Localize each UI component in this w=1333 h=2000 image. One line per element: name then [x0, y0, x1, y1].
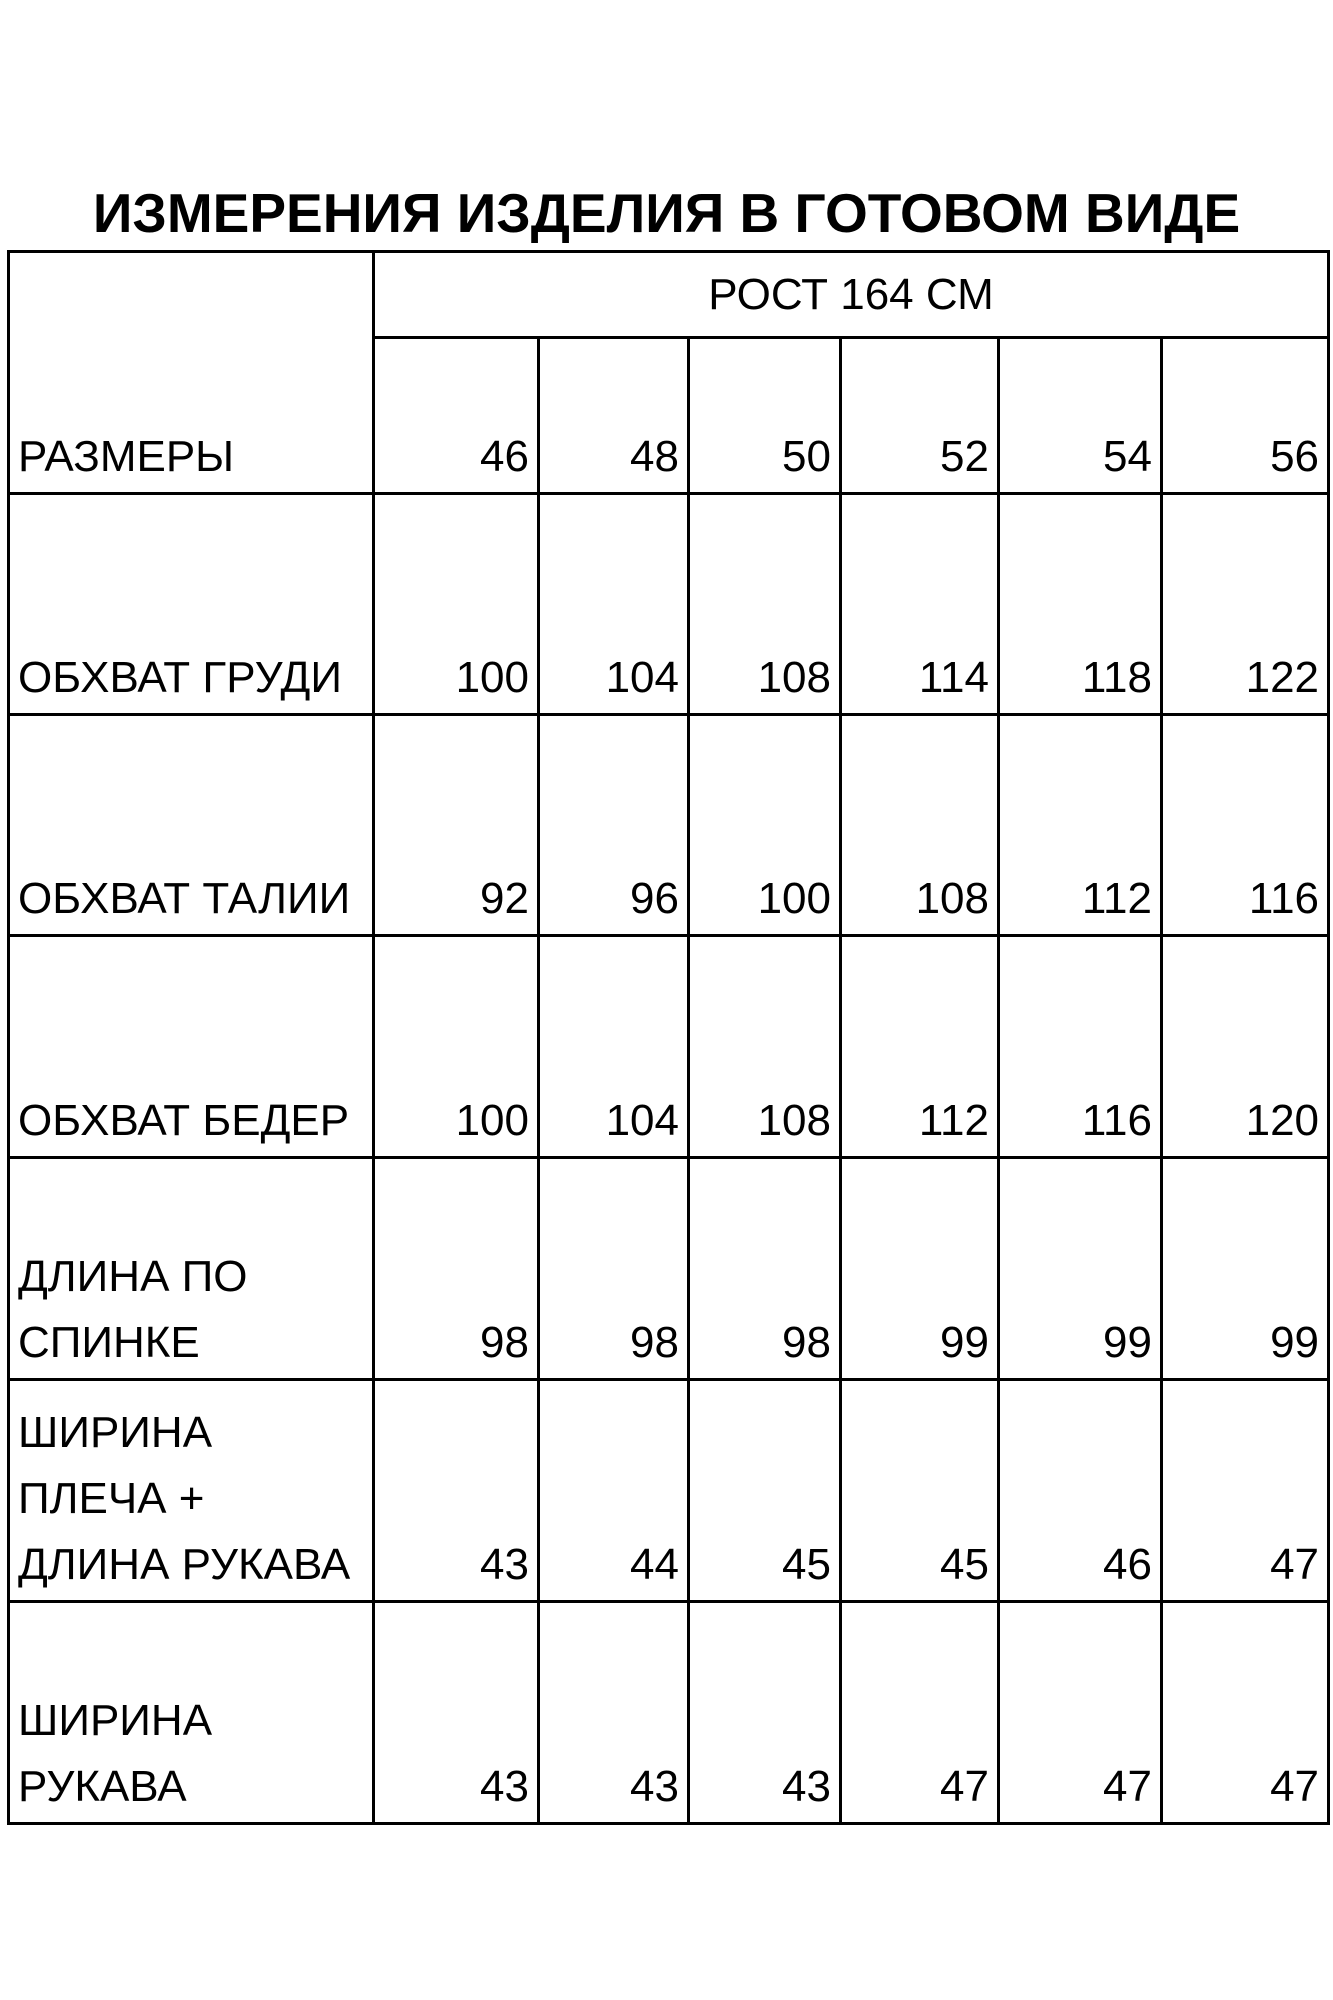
- value-cell: 120: [1162, 936, 1329, 1158]
- row-label: [9, 1602, 374, 1824]
- value-cell: 104: [539, 494, 689, 715]
- row-label-line: РУКАВА: [18, 1762, 187, 1811]
- size-cell: 56: [1162, 338, 1329, 494]
- page-title: ИЗМЕРЕНИЯ ИЗДЕЛИЯ В ГОТОВОМ ВИДЕ: [92, 182, 1241, 244]
- row-label-line: ПЛЕЧА +: [18, 1474, 205, 1523]
- row-label-line: ОБХВАТ ГРУДИ: [18, 653, 342, 702]
- size-cell: 52: [841, 338, 999, 494]
- value-cell: 108: [689, 936, 841, 1158]
- row-label-line: ОБХВАТ БЕДЕР: [18, 1096, 350, 1145]
- value-cell: 44: [539, 1380, 689, 1602]
- value-cell: 47: [841, 1602, 999, 1824]
- row-label-line: ДЛИНА РУКАВА: [18, 1540, 351, 1589]
- value-cell: 98: [689, 1158, 841, 1380]
- value-cell: 98: [539, 1158, 689, 1380]
- row-label-line: ШИРИНА: [18, 1696, 213, 1745]
- size-cell: 48: [539, 338, 689, 494]
- row-label: [9, 1380, 374, 1602]
- sizes-label: РАЗМЕРЫ: [18, 432, 235, 481]
- value-cell: 118: [999, 494, 1162, 715]
- table-row: [9, 715, 1329, 936]
- value-cell: 43: [689, 1602, 841, 1824]
- value-cell: 47: [999, 1602, 1162, 1824]
- size-cell: 46: [374, 338, 539, 494]
- size-cell: 54: [999, 338, 1162, 494]
- row-label: [9, 1158, 374, 1380]
- value-cell: 100: [374, 936, 539, 1158]
- value-cell: 100: [374, 494, 539, 715]
- table-row: [9, 494, 1329, 715]
- value-cell: 96: [539, 715, 689, 936]
- row-label: [9, 936, 374, 1158]
- value-cell: 112: [841, 936, 999, 1158]
- table-row: [9, 1158, 1329, 1380]
- value-cell: 43: [374, 1602, 539, 1824]
- value-cell: 47: [1162, 1380, 1329, 1602]
- value-cell: 108: [841, 715, 999, 936]
- height-header-row: [9, 252, 1329, 338]
- size-table: [7, 250, 1330, 1825]
- value-cell: 45: [841, 1380, 999, 1602]
- row-label-line: ШИРИНА: [18, 1408, 213, 1457]
- value-cell: 116: [1162, 715, 1329, 936]
- value-cell: 112: [999, 715, 1162, 936]
- value-cell: 99: [1162, 1158, 1329, 1380]
- value-cell: 46: [999, 1380, 1162, 1602]
- value-cell: 99: [999, 1158, 1162, 1380]
- row-label-line: ОБХВАТ ТАЛИИ: [18, 874, 351, 923]
- row-label: [9, 715, 374, 936]
- value-cell: 98: [374, 1158, 539, 1380]
- value-cell: 114: [841, 494, 999, 715]
- table-row: [9, 936, 1329, 1158]
- row-label-line: ДЛИНА ПО: [18, 1252, 248, 1301]
- value-cell: 122: [1162, 494, 1329, 715]
- value-cell: 43: [374, 1380, 539, 1602]
- value-cell: 43: [539, 1602, 689, 1824]
- row-label: [9, 494, 374, 715]
- row-label-line: СПИНКЕ: [18, 1318, 200, 1367]
- size-cell: 50: [689, 338, 841, 494]
- value-cell: 99: [841, 1158, 999, 1380]
- value-cell: 104: [539, 936, 689, 1158]
- height-label: РОСТ 164 СМ: [374, 252, 1329, 338]
- table-row: [9, 1602, 1329, 1824]
- value-cell: 45: [689, 1380, 841, 1602]
- table-row: [9, 1380, 1329, 1602]
- table-corner-cell: [9, 252, 374, 494]
- value-cell: 100: [689, 715, 841, 936]
- value-cell: 47: [1162, 1602, 1329, 1824]
- value-cell: 108: [689, 494, 841, 715]
- value-cell: 116: [999, 936, 1162, 1158]
- value-cell: 92: [374, 715, 539, 936]
